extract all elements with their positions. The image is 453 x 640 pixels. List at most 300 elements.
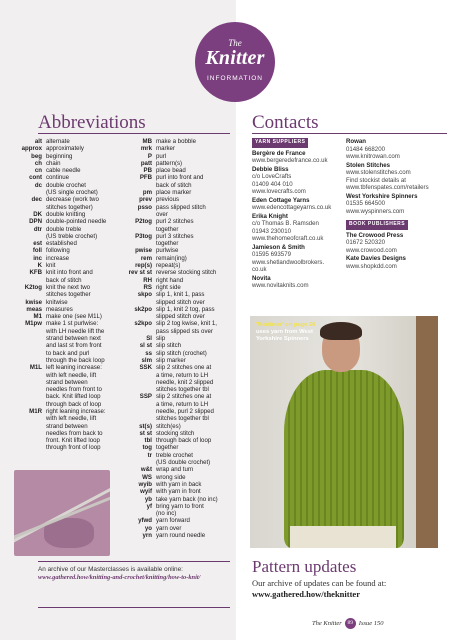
contacts-column-2 [346,138,450,271]
abbreviation-key: prev [139,196,152,204]
abbreviation-key: M1 [33,313,42,321]
abbreviation-meaning: cable needle [46,167,81,175]
trousers [290,526,396,548]
abbreviation-key [18,189,46,196]
abbreviation-key [18,379,46,386]
contact-detail: 01409 404 010 [252,180,293,188]
abbreviation-row [18,372,114,379]
abbreviation-meaning: reverse stocking stitch [156,269,217,277]
abbreviation-key: w&t [140,466,152,474]
abbreviation-key: PFB [139,174,152,182]
abbreviation-meaning: slip 1, knit 2 tog, pass [156,305,215,313]
abbreviation-key: mrk [140,145,152,153]
publishers-list [346,232,450,271]
abbreviation-meaning: together [156,444,179,452]
abbreviation-meaning: back of stitch [46,276,82,284]
abbreviation-meaning: strand between next [46,335,101,343]
abbreviation-meaning: and last st from front [46,342,102,350]
contact-entry [252,244,347,274]
contact-detail[interactable]: www.thehomeofcraft.co.uk [252,235,324,242]
pattern-updates-url[interactable]: www.gathered.how/theknitter [252,589,360,599]
abbreviation-meaning: (US double crochet) [156,459,211,467]
abbreviation-meaning: yarn over [156,524,182,532]
caption-highlight: 'Mortimer' on page 26 [256,322,316,328]
abbreviation-key [18,233,46,240]
logo-subtitle: INFORMATION [206,75,263,82]
abbreviation-row [114,291,232,298]
abbreviation-meaning: yarn round needle [156,532,206,540]
contact-detail[interactable]: www.bergeredefrance.co.uk [252,157,328,164]
abbreviation-meaning: a time, return to LH [156,371,209,379]
abbreviation-row [114,510,232,517]
contact-detail[interactable]: www.crowood.com [346,246,397,254]
abbreviation-meaning: front. Knit lifted loop [46,437,100,445]
abbreviation-key: wyib [138,480,152,488]
abbreviation-key [18,342,46,349]
abbreviation-key: rem [140,254,152,262]
abbreviation-meaning: slip 2 stitches one at [156,393,212,401]
contact-name: Novita [252,274,271,282]
abbreviation-key: ch [34,159,42,167]
abbreviation-meaning: stitches together [46,291,91,299]
contact-detail[interactable]: www.shetlandwoolbrokers. [252,258,325,266]
abbreviation-meaning: bring yarn to front [156,502,204,510]
abbreviation-key: RS [143,283,152,291]
abbreviation-row [114,350,232,357]
abbreviation-meaning: stitches together tbl [156,386,209,394]
abbreviation-meaning: stitch(es) [156,422,181,430]
abbreviation-row [114,218,232,225]
abbreviation-row [114,189,232,196]
abbreviation-row [114,532,232,539]
abbreviation-row [114,255,232,262]
abbreviation-key [114,182,156,189]
abbreviation-meaning: back of stitch [156,181,192,189]
abbreviation-meaning: wrap and turn [156,466,194,474]
abbreviation-row [114,444,232,451]
abbreviation-row [18,313,114,320]
contact-detail[interactable]: www.tbfenspates.com/retailers [346,184,429,191]
abbreviation-meaning: remain(ing) [156,254,187,262]
abbreviation-meaning: treble crochet [156,451,193,459]
abbreviation-key: pwise [135,247,152,255]
abbreviation-key [18,291,46,298]
abbreviation-key: KFB [29,269,42,277]
abbreviation-key: dtr [33,225,42,233]
contact-name: Jamieson & Smith [252,243,305,251]
contact-entry [252,197,347,212]
abbreviation-key: M1L [29,364,42,372]
abbreviation-key [18,386,46,393]
contact-detail: c/o LoveCrafts [252,173,292,180]
abbreviation-row [114,320,232,327]
abbreviation-meaning: pattern(s) [156,159,183,167]
abbreviation-row [114,233,232,240]
abbreviation-key: skpo [137,291,152,299]
abbreviation-key [114,415,156,422]
abbreviation-key: P [147,152,152,160]
abbreviation-row [18,240,114,247]
abbreviation-row [114,452,232,459]
abbreviation-row [18,306,114,313]
abbreviation-row [18,350,114,357]
abbreviation-key [114,379,156,386]
contacts-title: Contacts [252,112,319,133]
abbreviation-key [114,510,156,517]
abbreviation-row [114,262,232,269]
abbreviation-row [18,138,114,145]
contact-entry [346,193,450,216]
abbreviation-row [18,423,114,430]
abbreviation-key: pm [142,189,152,197]
abbreviation-row [114,145,232,152]
abbreviation-row [114,240,232,247]
abbreviation-key: SSK [139,364,152,372]
abbreviation-key: approx [21,145,42,153]
abbreviation-row [114,284,232,291]
abbreviation-key: yo [144,524,152,532]
abbreviation-key: DPN [29,218,42,226]
contacts-rule [252,133,447,134]
abbreviation-key: yf [146,502,152,510]
contact-entry [346,255,450,270]
abbreviation-row [114,160,232,167]
abbreviation-meaning: needles from back to [46,429,103,437]
abbreviation-row [18,182,114,189]
abbreviation-key [18,277,46,284]
abbreviation-row [114,204,232,211]
abbreviation-row [114,386,232,393]
archive-note [38,566,230,582]
abbreviation-key [114,408,156,415]
contact-detail[interactable]: www.stolenstitches.com [346,169,411,176]
abbreviation-key: st st [139,429,152,437]
abbreviation-row [114,174,232,181]
abbreviation-key [114,211,156,218]
abbreviation-meaning: place bead [156,167,186,175]
abbreviation-row [114,335,232,342]
abbreviation-key: dc [34,181,42,189]
abbreviation-meaning: continue [46,174,70,182]
archive-link[interactable]: www.gathered.how/knitting-and-crochet/knitting/how-to-knit/ [38,574,201,581]
abbreviation-row [114,167,232,174]
abbreviation-key: patt [140,159,152,167]
pattern-updates-title: Pattern updates [252,557,357,576]
archive-rule-bottom [38,607,230,608]
abbreviation-row [114,488,232,495]
abbreviation-meaning: slip 1, knit 1, pass [156,291,205,299]
abbreviation-key: st(s) [139,422,152,430]
abbreviation-key [18,430,46,437]
abbreviation-key [18,204,46,211]
abbreviation-key [18,415,46,422]
contact-name: Debbie Bliss [252,165,289,173]
door-shape [416,316,438,548]
abbreviation-row [18,196,114,203]
abbreviation-row [114,481,232,488]
abbreviation-key: yb [144,495,152,503]
abbreviation-row [18,342,114,349]
abbreviation-row [114,299,232,306]
abbreviation-row [114,393,232,400]
abbreviation-row [114,466,232,473]
abbreviation-key: yrn [142,532,152,540]
abbreviation-row [18,211,114,218]
logo-the: The [228,38,242,48]
contact-entry [252,275,347,290]
abbreviation-meaning: strand between [46,378,88,386]
contact-name: West Yorkshire Spinners [346,192,418,200]
abbreviation-row [18,415,114,422]
abbreviation-meaning: stocking stitch [156,429,195,437]
abbreviation-row [18,174,114,181]
abbreviation-row [18,145,114,152]
abbreviation-meaning: through the back loop [46,356,105,364]
abbreviation-key: WS [142,473,152,481]
abbreviation-meaning: yarn forward [156,517,190,525]
abbreviation-meaning: purlwise [156,247,179,255]
abbreviation-key: dec [31,196,42,204]
abbreviation-row [114,247,232,254]
abbreviation-key: foll [32,247,42,255]
abbreviation-row [114,364,232,371]
abbreviation-key [114,401,156,408]
archive-text: An archive of our Masterclasses is available online: [38,566,183,573]
abbreviation-row [114,306,232,313]
abbreviation-key: P3tog [135,232,152,240]
contact-detail[interactable]: www.knitrowan.com [346,153,400,160]
abbreviation-meaning: increase [46,254,70,262]
abbreviation-meaning: wrong side [156,473,186,481]
abbreviation-row [114,496,232,503]
abbreviation-key: est [33,240,42,248]
abbreviation-row [18,247,114,254]
abbreviation-row [18,430,114,437]
abbreviation-meaning: chain [46,159,61,167]
abbreviation-key [18,401,46,408]
abbreviation-meaning: needle, purl 2 slipped [156,407,214,415]
abbreviation-meaning: together [156,240,179,248]
abbreviation-meaning: right hand [156,276,184,284]
abbreviation-row [18,408,114,415]
abbreviation-key: MB [142,138,152,145]
contact-detail: c/o Thomas B. Ramsden [252,220,319,227]
abbreviation-key: P2tog [135,218,152,226]
abbreviation-key: cont [29,174,42,182]
abbreviations-column-2 [114,138,232,539]
abbreviation-row [114,430,232,437]
abbreviation-meaning: beginning [46,152,73,160]
contact-name: Erika Knight [252,212,288,220]
abbreviation-meaning: make a bobble [156,138,196,145]
abbreviation-row [114,408,232,415]
abbreviation-key: DK [33,210,42,218]
abbreviation-row [114,226,232,233]
abbreviation-row [114,342,232,349]
abbreviation-meaning: double-pointed needle [46,218,107,226]
contact-detail[interactable]: www.novitaknits.com [252,282,309,289]
abbreviation-row [18,299,114,306]
abbreviation-row [114,372,232,379]
contact-entry [346,162,450,192]
abbreviation-meaning: repeat(s) [156,262,181,270]
abbreviation-meaning: needle, knit 2 slipped [156,378,214,386]
abbreviation-key: Sl [146,335,152,343]
abbreviation-key: slm [141,356,152,364]
contact-detail[interactable]: www.shopkdd.com [346,262,397,270]
contact-detail[interactable]: www.wyspinners.com [346,207,405,215]
contact-detail: 01535 664500 [346,200,385,207]
abbreviation-meaning: through back of loop [156,437,212,445]
abbreviation-row [18,153,114,160]
contact-entry [346,138,450,161]
abbreviation-meaning: over [156,210,168,218]
abbreviation-meaning: purl 3 stitches [156,232,194,240]
page-number: 89 [345,618,356,629]
abbreviation-key: M1R [29,407,42,415]
abbreviation-key: K2tog [24,283,42,291]
abbreviation-meaning: right leaning increase: [46,407,106,415]
abbreviation-row [18,255,114,262]
abbreviation-key: meas [26,305,42,313]
abbreviation-meaning: through front of loop [46,444,101,452]
abbreviation-row [18,204,114,211]
abbreviation-key: psso [137,203,152,211]
abbreviation-row [114,379,232,386]
abbreviation-key: RH [143,276,152,284]
abbreviation-meaning: (no inc) [156,510,177,518]
abbreviation-meaning: double knitting [46,210,86,218]
abbreviation-row [18,262,114,269]
abbreviation-row [18,160,114,167]
abbreviation-meaning: stitches together) [46,203,93,211]
abbreviation-meaning: with yarn in front [156,488,201,496]
abbreviation-row [18,401,114,408]
contact-detail: 01595 693579 [252,251,291,258]
abbreviation-key [114,313,156,320]
abbreviation-meaning: measures [46,305,73,313]
page-footer [312,618,384,629]
abbreviation-row [18,277,114,284]
abbreviation-row [18,386,114,393]
abbreviation-meaning: (US treble crochet) [46,232,98,240]
abbreviation-meaning: a time, return to LH [156,400,209,408]
abbreviation-row [18,364,114,371]
abbreviation-key: yfwd [138,517,152,525]
abbreviation-row [114,211,232,218]
contacts-list-1 [252,150,347,290]
contact-name: Bergère de France [252,149,306,157]
abbreviation-row [18,189,114,196]
abbreviation-meaning: decrease (work two [46,196,99,204]
footer-issue: Issue 150 [358,620,384,627]
abbreviation-meaning: make 1 st purlwise: [46,320,99,328]
abbreviation-meaning: approximately [46,145,84,153]
abbreviation-meaning: purl into front and [156,174,204,182]
the-knitter-logo [195,22,275,102]
abbreviation-key: ss [145,349,152,357]
abbreviation-row [18,335,114,342]
archive-rule-top [38,561,230,562]
abbreviation-row [114,182,232,189]
abbreviation-key [18,437,46,444]
abbreviation-meaning: take yarn back (no inc) [156,495,218,503]
abbreviation-meaning: knit [46,262,56,270]
abbreviation-row [114,196,232,203]
abbreviations-title: Abbreviations [38,112,146,133]
abbreviation-row [114,503,232,510]
abbreviation-row [18,233,114,240]
abbreviation-meaning: right side [156,283,181,291]
abbreviation-row [18,218,114,225]
abbreviation-key [114,226,156,233]
abbreviation-row [114,269,232,276]
abbreviation-row [114,525,232,532]
abbreviation-key [18,357,46,364]
abbreviation-meaning: strand between [46,422,88,430]
abbreviation-key: tog [142,444,152,452]
abbreviation-key [114,240,156,247]
abbreviation-row [114,328,232,335]
photo-caption [256,322,320,343]
abbreviation-meaning: slip 2 tog kwise, knit 1, [156,320,217,328]
abbreviation-row [114,459,232,466]
abbreviation-meaning: previous [156,196,180,204]
knitting-needles-photo [14,470,110,556]
contact-detail: Find stockist details at [346,176,406,184]
abbreviation-row [114,357,232,364]
abbreviation-meaning: slip [156,335,166,343]
abbreviation-key [18,372,46,379]
abbreviation-key: cn [34,167,42,175]
abbreviation-meaning: purl [156,152,167,160]
abbreviation-meaning: place marker [156,189,192,197]
abbreviation-row [114,415,232,422]
abbreviation-meaning: needles from front to [46,386,102,394]
contact-name: Kate Davies Designs [346,255,406,262]
abbreviation-row [18,357,114,364]
sweater-model-photo [250,316,438,548]
abbreviation-key [114,386,156,393]
abbreviation-key [18,350,46,357]
contact-name: Rowan [346,138,366,145]
abbreviation-meaning: established [46,240,77,248]
contact-detail[interactable]: www.edencottageyarns.co.uk [252,204,332,211]
caption-rest: uses yarn from West Yorkshire Spinners [256,329,313,342]
abbreviation-row [114,277,232,284]
abbreviation-meaning: slip marker [156,356,186,364]
book-publishers-badge: BOOK PUBLISHERS [346,220,408,230]
abbreviation-key [18,423,46,430]
abbreviation-row [18,320,114,327]
contact-detail[interactable]: www.lovecrafts.com [252,188,306,195]
abbreviation-key: SSP [139,393,152,401]
abbreviation-meaning: alternate [46,138,70,145]
abbreviation-row [18,437,114,444]
abbreviation-key [114,372,156,379]
abbreviation-row [114,423,232,430]
pattern-updates-text: Our archive of updates can be found at: [252,578,387,588]
abbreviation-row [114,138,232,145]
abbreviation-meaning: (US single crochet) [46,189,98,197]
abbreviation-meaning: slipped stitch over [156,313,205,321]
abbreviation-row [18,393,114,400]
abbreviation-meaning: make one (see M1L) [46,313,102,321]
abbreviation-row [18,167,114,174]
contact-entry [252,150,347,165]
abbreviation-meaning: together [156,225,179,233]
abbreviation-row [18,444,114,451]
